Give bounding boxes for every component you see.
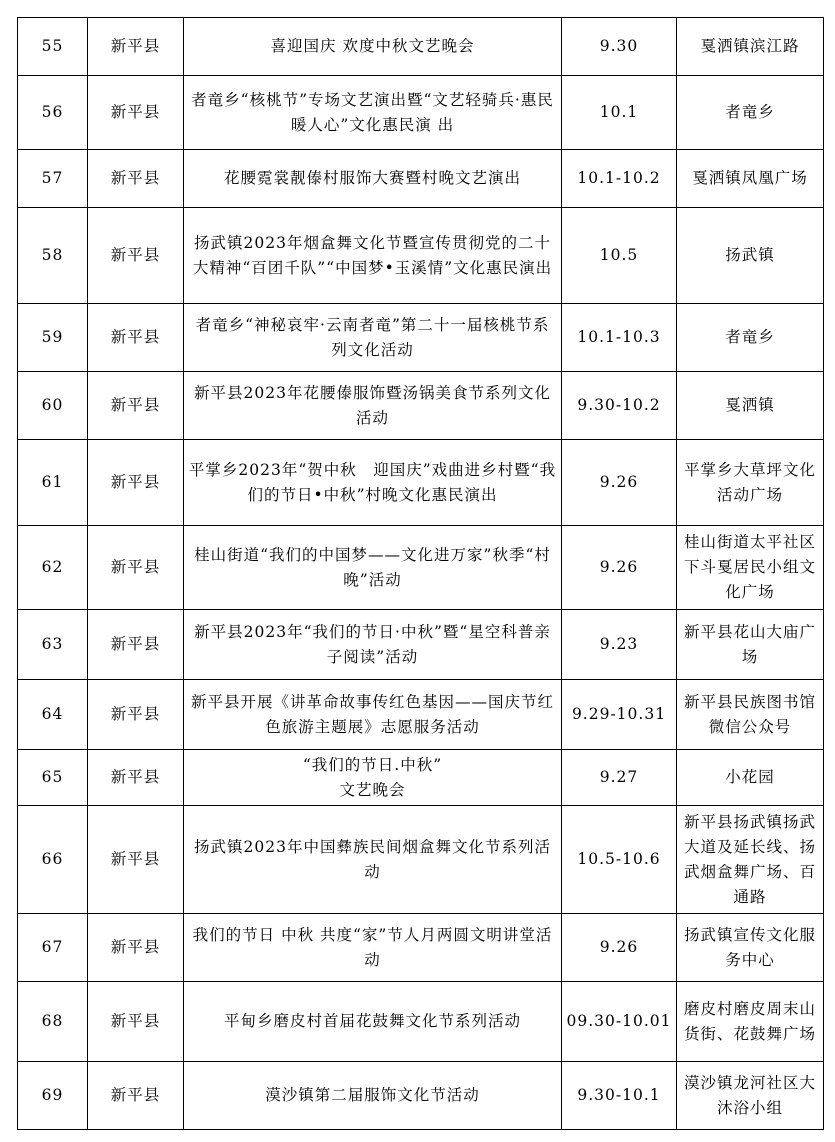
activity-name-cell: 扬武镇2023年中国彝族民间烟盒舞文化节系列活动 (184, 806, 562, 914)
county-cell: 新平县 (88, 372, 184, 440)
date-cell: 10.1-10.2 (562, 150, 677, 208)
activity-name-cell: “我们的节日.中秋” 文艺晚会 (184, 750, 562, 806)
table-row (18, 440, 824, 526)
activity-name-cell: 者竜乡“神秘哀牢·云南者竜”第二十一届核桃节系列文化活动 (184, 304, 562, 372)
activity-name-cell: 桂山街道“我们的中国梦——文化进万家”秋季“村晚”活动 (184, 526, 562, 610)
date-cell: 9.30-10.2 (562, 372, 677, 440)
table-row (18, 526, 824, 610)
row-number: 69 (18, 1062, 88, 1130)
county-cell: 新平县 (88, 76, 184, 150)
row-number: 67 (18, 914, 88, 982)
location-cell: 桂山街道太平社区下斗戛居民小组文化广场 (677, 526, 824, 610)
date-cell: 10.5 (562, 208, 677, 304)
location-cell: 新平县民族图书馆微信公众号 (677, 680, 824, 750)
table-row (18, 914, 824, 982)
table-row (18, 982, 824, 1062)
activity-name-cell: 我们的节日 中秋 共度“家”节人月两圆文明讲堂活动 (184, 914, 562, 982)
location-cell: 新平县花山大庙广场 (677, 610, 824, 680)
date-cell: 9.26 (562, 440, 677, 526)
date-cell: 10.1 (562, 76, 677, 150)
date-cell: 9.26 (562, 526, 677, 610)
row-number: 58 (18, 208, 88, 304)
table-row (18, 750, 824, 806)
date-cell: 10.1-10.3 (562, 304, 677, 372)
location-cell: 扬武镇宣传文化服务中心 (677, 914, 824, 982)
row-number: 63 (18, 610, 88, 680)
activity-name-cell: 喜迎国庆 欢度中秋文艺晚会 (184, 18, 562, 76)
table-row (18, 806, 824, 914)
county-cell: 新平县 (88, 440, 184, 526)
table-row (18, 372, 824, 440)
table-row (18, 680, 824, 750)
table-row (18, 76, 824, 150)
activity-name-cell: 花腰霓裳靓傣村服饰大赛暨村晚文艺演出 (184, 150, 562, 208)
date-cell: 09.30-10.01 (562, 982, 677, 1062)
date-cell: 9.26 (562, 914, 677, 982)
county-cell: 新平县 (88, 806, 184, 914)
activity-name-cell: 新平县2023年“我们的节日·中秋”暨“星空科普亲子阅读”活动 (184, 610, 562, 680)
county-cell: 新平县 (88, 18, 184, 76)
county-cell: 新平县 (88, 526, 184, 610)
activity-name-cell: 新平县2023年花腰傣服饰暨汤锅美食节系列文化活动 (184, 372, 562, 440)
location-cell: 扬武镇 (677, 208, 824, 304)
location-cell: 小花园 (677, 750, 824, 806)
county-cell: 新平县 (88, 982, 184, 1062)
location-cell: 新平县扬武镇扬武大道及延长线、扬武烟盒舞广场、百通路 (677, 806, 824, 914)
activity-name-cell: 平甸乡磨皮村首届花鼓舞文化节系列活动 (184, 982, 562, 1062)
table-row (18, 18, 824, 76)
row-number: 59 (18, 304, 88, 372)
row-number: 61 (18, 440, 88, 526)
county-cell: 新平县 (88, 680, 184, 750)
location-cell: 戛洒镇 (677, 372, 824, 440)
row-number: 60 (18, 372, 88, 440)
row-number: 64 (18, 680, 88, 750)
county-cell: 新平县 (88, 304, 184, 372)
activity-name-cell: 漠沙镇第二届服饰文化节活动 (184, 1062, 562, 1130)
date-cell: 9.30-10.1 (562, 1062, 677, 1130)
location-cell: 磨皮村磨皮周末山货街、花鼓舞广场 (677, 982, 824, 1062)
activity-name-cell: 平掌乡2023年“贺中秋 迎国庆”戏曲进乡村暨“我们的节日•中秋”村晚文化惠民演出 (184, 440, 562, 526)
row-number: 66 (18, 806, 88, 914)
location-cell: 平掌乡大草坪文化活动广场 (677, 440, 824, 526)
table-row (18, 304, 824, 372)
table-row (18, 1062, 824, 1130)
row-number: 65 (18, 750, 88, 806)
location-cell: 者竜乡 (677, 76, 824, 150)
county-cell: 新平县 (88, 610, 184, 680)
row-number: 68 (18, 982, 88, 1062)
county-cell: 新平县 (88, 1062, 184, 1130)
row-number: 55 (18, 18, 88, 76)
county-cell: 新平县 (88, 750, 184, 806)
date-cell: 9.29-10.31 (562, 680, 677, 750)
date-cell: 9.27 (562, 750, 677, 806)
location-cell: 戛洒镇凤凰广场 (677, 150, 824, 208)
date-cell: 9.23 (562, 610, 677, 680)
table-row (18, 208, 824, 304)
county-cell: 新平县 (88, 914, 184, 982)
county-cell: 新平县 (88, 208, 184, 304)
location-cell: 戛洒镇滨江路 (677, 18, 824, 76)
date-cell: 9.30 (562, 18, 677, 76)
row-number: 56 (18, 76, 88, 150)
county-cell: 新平县 (88, 150, 184, 208)
activity-name-cell: 新平县开展《讲革命故事传红色基因——国庆节红色旅游主题展》志愿服务活动 (184, 680, 562, 750)
date-cell: 10.5-10.6 (562, 806, 677, 914)
table-row (18, 150, 824, 208)
activity-name-cell: 扬武镇2023年烟盒舞文化节暨宣传贯彻党的二十大精神“百团千队”“中国梦•玉溪情”文化惠民演出 (184, 208, 562, 304)
activity-table (17, 17, 824, 1130)
row-number: 57 (18, 150, 88, 208)
location-cell: 漠沙镇龙河社区大沐浴小组 (677, 1062, 824, 1130)
location-cell: 者竜乡 (677, 304, 824, 372)
row-number: 62 (18, 526, 88, 610)
table-row (18, 610, 824, 680)
activity-name-cell: 者竜乡“核桃节”专场文艺演出暨“文艺轻骑兵·惠民暖人心”文化惠民演 出 (184, 76, 562, 150)
